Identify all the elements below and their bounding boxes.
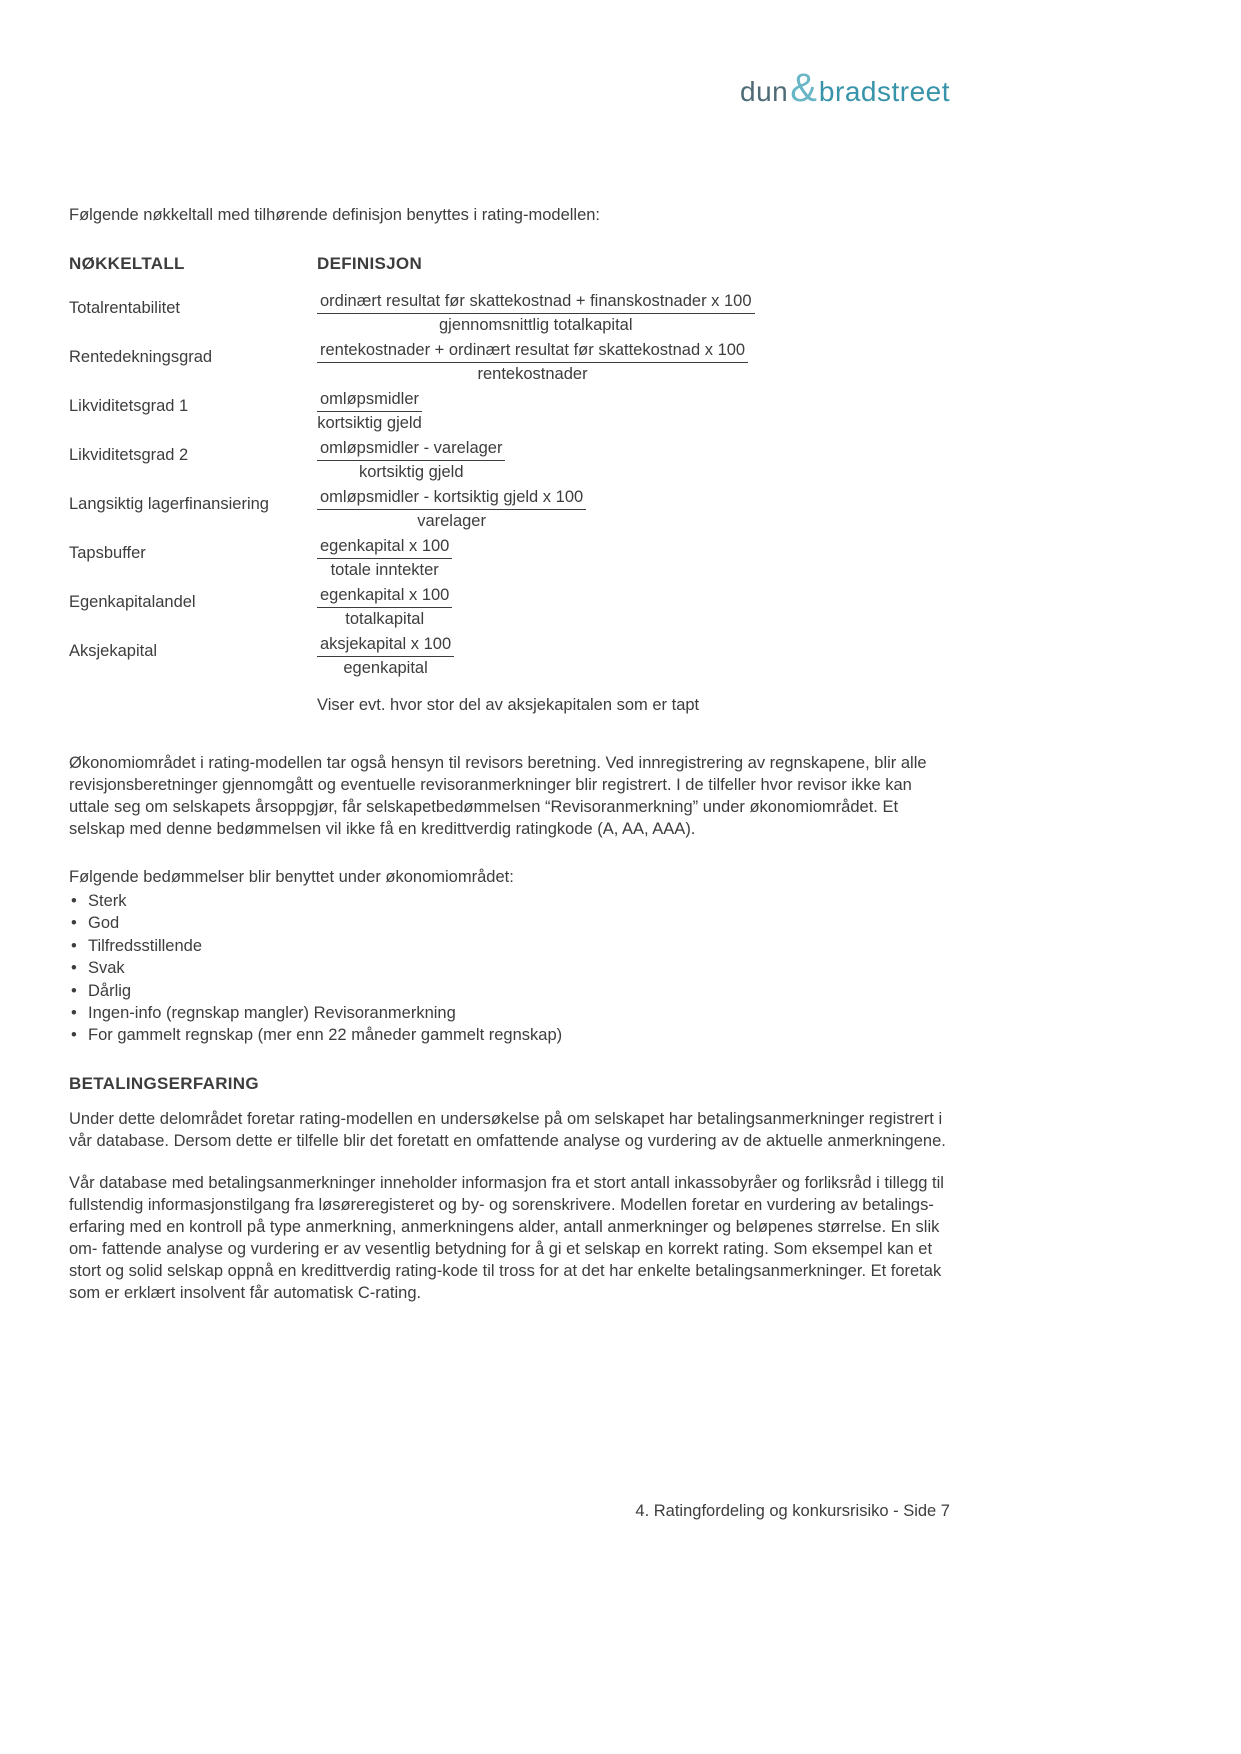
fraction-denominator: kortsiktig gjeld (358, 463, 464, 481)
fraction-denominator: totale inntekter (330, 561, 439, 579)
fraction (317, 488, 586, 531)
document-page (69, 0, 950, 1304)
assessments-intro: Følgende bedømmelser blir benyttet under økonomiområdet: (69, 868, 514, 886)
page-footer: 4. Ratingfordeling og konkursrisiko - Side 7 (635, 1502, 950, 1520)
fraction-denominator: kortsiktig gjeld (317, 414, 422, 432)
fraction-numerator: ordinært resultat før skattekostnad + finanskostnader x 100 (317, 292, 755, 314)
fraction-numerator: egenkapital x 100 (317, 537, 452, 559)
ratio-definition (317, 488, 950, 531)
aksjekapital-note: Viser evt. hvor stor del av aksjekapitalen som er tapt (317, 696, 700, 714)
ratio-label: Langsiktig lagerfinansiering (69, 495, 269, 513)
logo-ampersand-icon: & (790, 66, 817, 110)
ratio-definition (317, 341, 950, 384)
fraction (317, 439, 505, 482)
column-header-definisjon: DEFINISJON (317, 254, 423, 273)
payment-paragraph-1: Under dette delområdet foretar rating-modellen en undersøkelse på om selskapet har betalingsanmerkninger registrert i vår database. Dersom dette er tilfelle blir det foretatt en omfattende analyse og vurdering av de aktuelle anmerkningene. (69, 1109, 946, 1150)
list-item: • Ingen-info (regnskap mangler) Revisoranmerkning (69, 1002, 950, 1024)
fraction (317, 341, 748, 384)
ratio-label: Totalrentabilitet (69, 299, 180, 317)
fraction-numerator: omløpsmidler - varelager (317, 439, 505, 461)
ratio-label: Aksjekapital (69, 642, 158, 660)
ratio-definition (317, 586, 950, 629)
list-item: • For gammelt regnskap (mer enn 22 måneder gammelt regnskap) (69, 1024, 950, 1046)
ratio-definition (317, 635, 950, 678)
fraction (317, 537, 452, 580)
list-item: • Dårlig (69, 980, 950, 1002)
payment-paragraph-2: Vår database med betalingsanmerkninger inneholder informasjon fra et stort antall inkassobyråer og forliksråd i tillegg til fullstendig informasjonstilgang fra løsøreregisteret og by- og sorenskrivere. Modellen foretar en vurdering av betalings- erfaring med en kontroll på type anmerkning, anmerkningens alder, antall anmerkninger og beløpenes størrelse. En slik om- fattende analyse og vurdering er av vesentlig betydning for å gi et selskap en korrekt rating. Som eksempel kan et stort og solid selskap oppnå en kredittverdig rating-kode til tross for at det har enkelte betalingsanmerkninger. Et foretak som er erklært insolvent får automatisk C-rating. (69, 1173, 944, 1302)
fraction-denominator: varelager (417, 512, 486, 530)
list-item: • God (69, 912, 950, 934)
assessments-list (69, 890, 950, 1047)
intro-text: Følgende nøkkeltall med tilhørende definisjon benyttes i rating-modellen: (69, 206, 601, 224)
ratio-label: Tapsbuffer (69, 544, 146, 562)
fraction (317, 292, 755, 335)
fraction-denominator: totalkapital (345, 610, 425, 628)
list-item: • Svak (69, 957, 950, 979)
ratio-table (69, 254, 950, 678)
ratio-definition (317, 439, 950, 482)
ratio-definition (317, 390, 950, 433)
fraction (317, 390, 422, 433)
fraction-denominator: rentekostnader (477, 365, 588, 383)
economy-paragraph: Økonomiområdet i rating-modellen tar også hensyn til revisors beretning. Ved innregistrering av regnskapene, blir alle revisjonsberetninger gjennomgått og eventuelle revisoranmerkninger blir registrert. I de tilfeller hvor revisor ikke kan uttale seg om selskapets årsoppgjør, får selskapetbedømmelsen “Revisoranmerkning” under økonomiområdet. Et selskap med denne bedømmelsen vil ikke få en kredittverdig ratingkode (A, AA, AAA). (69, 754, 927, 838)
dun-bradstreet-logo (740, 68, 950, 108)
ratio-label: Likviditetsgrad 1 (69, 397, 189, 415)
list-item: • Tilfredsstillende (69, 935, 950, 957)
fraction-numerator: omløpsmidler (317, 390, 422, 412)
fraction-numerator: omløpsmidler - kortsiktig gjeld x 100 (317, 488, 586, 510)
logo-dun-text: dun (740, 76, 789, 107)
fraction-denominator: egenkapital (343, 659, 428, 677)
fraction (317, 635, 454, 678)
ratio-definition (317, 292, 950, 335)
logo-bradstreet-text: bradstreet (818, 76, 950, 107)
section-heading-betalingserfaring: BETALINGSERFARING (69, 1073, 259, 1093)
ratio-definition (317, 537, 950, 580)
ratio-label: Egenkapitalandel (69, 593, 196, 611)
column-header-nokkeltall: NØKKELTALL (69, 254, 185, 273)
fraction-numerator: aksjekapital x 100 (317, 635, 454, 657)
ratio-label: Rentedekningsgrad (69, 348, 213, 366)
fraction (317, 586, 452, 629)
list-item: • Sterk (69, 890, 950, 912)
fraction-numerator: egenkapital x 100 (317, 586, 452, 608)
ratio-label: Likviditetsgrad 2 (69, 446, 189, 464)
fraction-denominator: gjennomsnittlig totalkapital (438, 316, 633, 334)
fraction-numerator: rentekostnader + ordinært resultat før skattekostnad x 100 (317, 341, 748, 363)
